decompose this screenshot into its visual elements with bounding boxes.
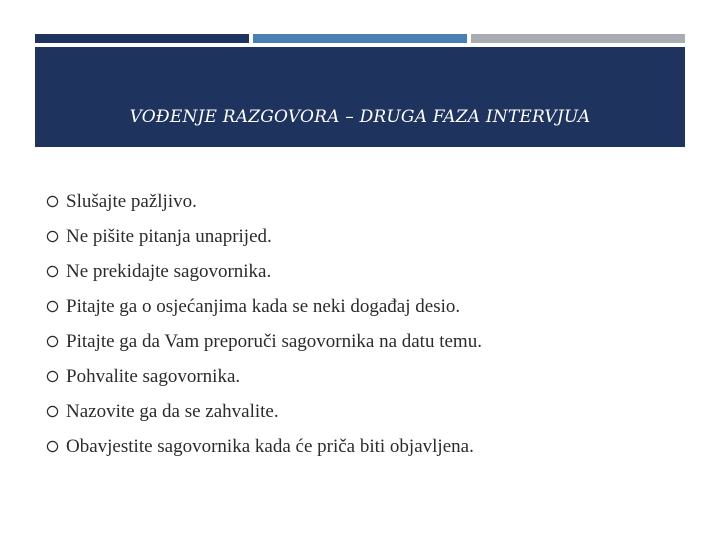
circle-bullet-icon	[46, 265, 59, 278]
circle-bullet-icon	[46, 230, 59, 243]
bullet-item	[46, 324, 686, 359]
bullet-text: Pitajte ga o osjećanjima kada se neki događaj desio.	[66, 296, 461, 317]
accent-bar-blue	[253, 34, 467, 43]
bullet-text: Pohvalite sagovornika.	[66, 366, 241, 387]
circle-bullet-icon	[46, 370, 59, 383]
title-band	[35, 47, 685, 147]
circle-bullet-icon	[46, 335, 59, 348]
circle-bullet-icon	[46, 300, 59, 313]
bullet-item	[46, 289, 686, 324]
bullet-text: Ne pišite pitanja unaprijed.	[66, 226, 272, 247]
bullet-text: Pitajte ga da Vam preporuči sagovornika na datu temu.	[66, 331, 482, 352]
bullet-item	[46, 254, 686, 289]
top-accent-bars	[35, 34, 685, 43]
accent-bar-gray	[471, 34, 685, 43]
bullet-list	[46, 184, 686, 464]
circle-bullet-icon	[46, 195, 59, 208]
bullet-item	[46, 184, 686, 219]
bullet-text: Ne prekidajte sagovornika.	[66, 261, 272, 282]
bullet-text: Slušajte pažljivo.	[66, 191, 197, 212]
accent-bar-dark	[35, 34, 249, 43]
circle-bullet-icon	[46, 440, 59, 453]
bullet-text: Obavjestite sagovornika kada će priča biti objavljena.	[66, 436, 474, 457]
bullet-item	[46, 429, 686, 464]
slide-title: VOĐENJE RAZGOVORA – DRUGA FAZA INTERVJUA	[129, 107, 591, 127]
circle-bullet-icon	[46, 405, 59, 418]
bullet-item	[46, 219, 686, 254]
bullet-text: Nazovite ga da se zahvalite.	[66, 401, 279, 422]
bullet-item	[46, 359, 686, 394]
bullet-item	[46, 394, 686, 429]
